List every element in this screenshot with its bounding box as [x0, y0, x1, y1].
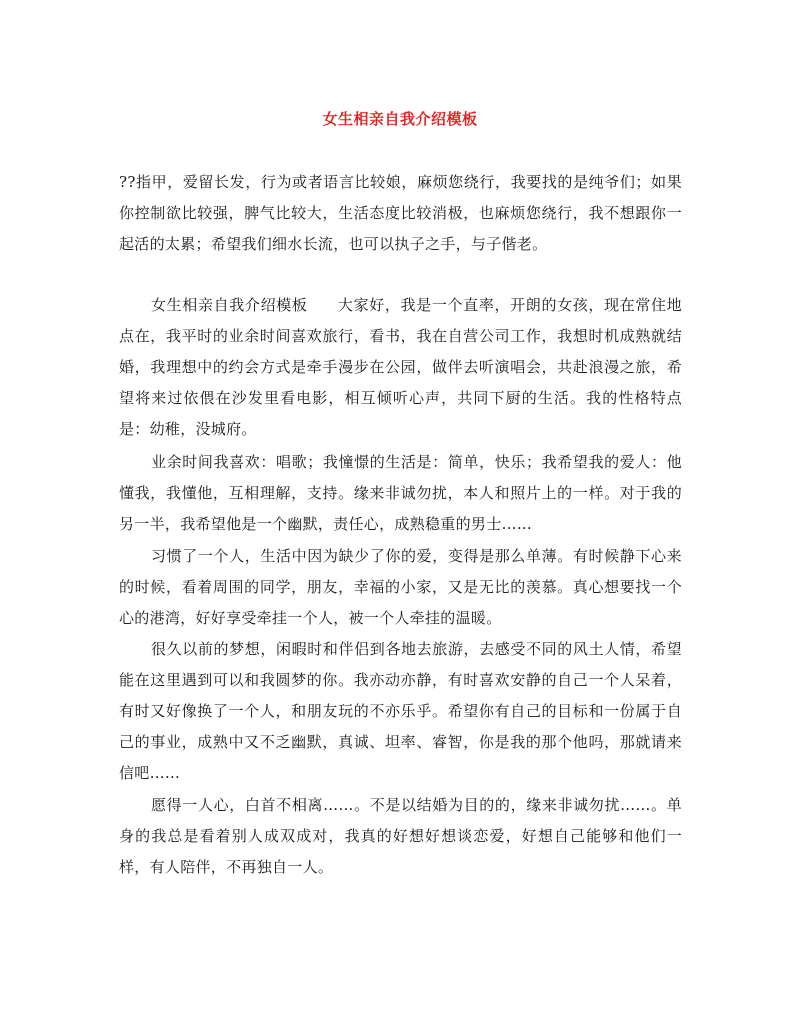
paragraph-2	[119, 290, 682, 445]
paragraph-4: 习惯了一个人，生活中因为缺少了你的爱，变得是那么单薄。有时候静下心来的时候，看着周围的同学，朋友，幸福的小家，又是无比的羡慕。真心想要找一个心的港湾，好好享受牵挂一个人，被一个人牵挂的温暖。	[119, 547, 682, 627]
paragraph-5: 很久以前的梦想，闲暇时和伴侣到各地去旅游，去感受不同的风土人情，希望能在这里遇到可以和我圆梦的你。我亦动亦静，有时喜欢安静的自己一个人呆着，有时又好像换了一个人，和朋友玩的不亦乐乎。希望你有自己的目标和一份属于自己的事业，成熟中又不乏幽默，真诚、坦率、睿智，你是我的那个他吗，那就请来信吧……	[119, 640, 682, 782]
paragraph-3: 业余时间我喜欢：唱歌；我憧憬的生活是：简单，快乐；我希望我的爱人：他懂我，我懂他，互相理解，支持。缘来非诚勿扰，本人和照片上的一样。对于我的另一半，我希望他是一个幽默，责任心，成熟稳重的男士……	[119, 453, 682, 533]
document-title: 女生相亲自我介绍模板	[322, 110, 478, 128]
paragraph-6: 愿得一人心，白首不相离……。不是以结婚为目的的，缘来非诚勿扰……。单身的我总是看着别人成双成对，我真的好想好想谈恋爱，好想自己能够和他们一样，有人陪伴，不再独自一人。	[119, 796, 682, 876]
paragraph-2-body: 大家好，我是一个直率，开朗的女孩，现在常住地点在，我平时的业余时间喜欢旅行，看书，我在自营公司工作，我想时机成熟就结婚，我理想中的约会方式是牵手漫步在公园，做伴去听演唱会，共赴浪漫之旅，希望将来过依偎在沙发里看电影，相互倾听心声，共同下厨的生活。我的性格特点是：幼稚，没城府。	[119, 296, 682, 438]
paragraph-1: ??指甲，爱留长发，行为或者语言比较娘，麻烦您绕行，我要找的是纯爷们；如果你控制欲比较强，脾气比较大，生活态度比较消极，也麻烦您绕行，我不想跟你一起活的太累；希望我们细水长流，也可以执子之手，与子偕老。	[119, 173, 682, 253]
paragraph-2-heading: 女生相亲自我介绍模板	[151, 296, 308, 314]
